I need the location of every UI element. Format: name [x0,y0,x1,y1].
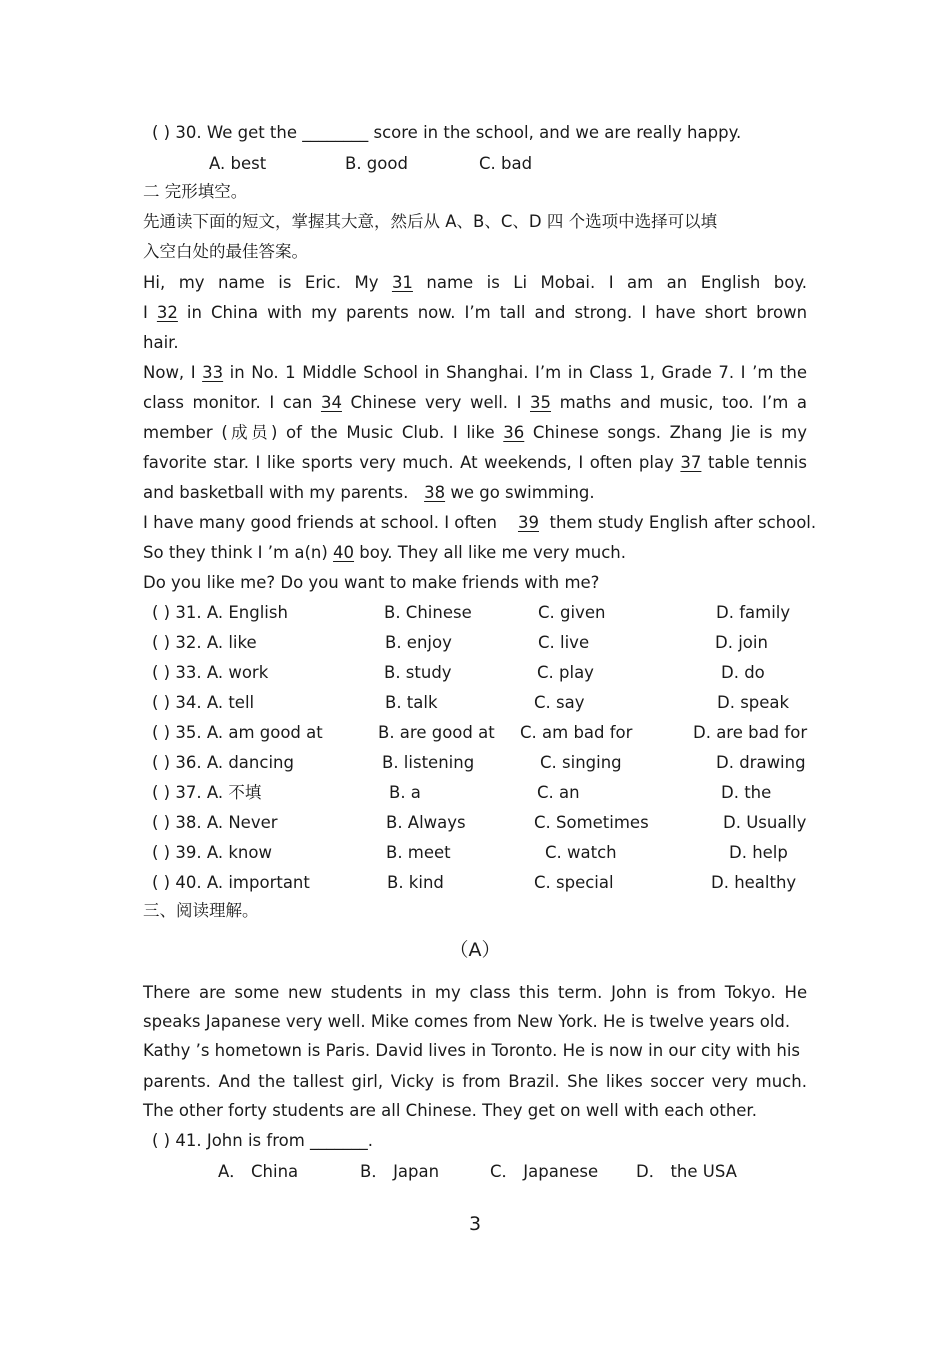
passage-line: and basketball with my parents. 38 we go swimming. [143,483,595,502]
passage-line: So they think I ’m a(n) 40 boy. They all like me very much. [143,543,627,562]
cloze-q31-c: C. given [538,603,606,622]
cloze-q36-d: D. drawing [716,753,806,772]
q30-stem: ( ) 30. We get the ________ score in the school, and we are really happy. [152,123,742,142]
cloze-q38-c: C. Sometimes [534,813,649,832]
cloze-q39-c: C. watch [545,843,617,862]
cloze-q37-b: B. a [389,783,421,802]
section3-heading: 三、阅读理解。 [143,901,259,920]
cloze-q32-c: C. live [538,633,590,652]
section2-instruction-2: 入空白处的最佳答案。 [143,242,308,261]
cloze-q39-a: ( ) 39. A. know [152,843,272,862]
cloze-q34-a: ( ) 34. A. tell [152,693,255,712]
cloze-q38-a: ( ) 38. A. Never [152,813,278,832]
cloze-q40-a: ( ) 40. A. important [152,873,310,892]
page-number: 3 [468,1213,482,1235]
blank-37: 37 [680,453,702,472]
q41-option-c: C． Japanese [490,1162,599,1181]
cloze-q36-a: ( ) 36. A. dancing [152,753,294,772]
passage-line: Hi, my name is Eric. My 31 name is Li Mobai. I am an English boy. [143,273,807,292]
cloze-q33-d: D. do [721,663,765,682]
cloze-q31-b: B. Chinese [384,603,472,622]
blank-35: 35 [530,393,552,412]
blank-39: 39 [517,513,539,532]
reading-line: The other forty students are all Chinese. They get on well with each other. [143,1101,757,1120]
reading-line: Kathy ’s hometown is Paris. David lives in Toronto. He is now in our city with his [143,1041,801,1060]
q30-option-a: A. best [209,154,267,173]
blank-33: 33 [202,363,224,382]
cloze-q35-a: ( ) 35. A. am good at [152,723,323,742]
cloze-q38-b: B. Always [386,813,466,832]
q41-option-a: A． China [218,1162,299,1181]
section2-heading: 二 完形填空。 [143,182,248,201]
cloze-q31-a: ( ) 31. A. English [152,603,288,622]
blank-32: 32 [156,303,178,322]
cloze-q39-b: B. meet [386,843,451,862]
passage-line: class monitor. I can 34 Chinese very well. I 35 maths and music, too. I’m a [143,393,808,412]
cloze-q34-c: C. say [534,693,585,712]
cloze-q35-d: D. are bad for [693,723,808,742]
blank-40: 40 [333,543,355,562]
cloze-q35-c: C. am bad for [520,723,633,742]
cloze-q37-a: ( ) 37. A. 不填 [152,783,262,802]
passage-line: hair. [143,333,179,352]
cloze-q40-d: D. healthy [711,873,797,892]
passage-line: favorite star. I like sports very much. At weekends, I often play 37 table tennis [143,453,807,472]
cloze-q35-b: B. are good at [378,723,495,742]
cloze-q32-d: D. join [715,633,768,652]
cloze-q32-b: B. enjoy [385,633,452,652]
cloze-q40-b: B. kind [387,873,444,892]
cloze-q34-d: D. speak [717,693,790,712]
cloze-q33-b: B. study [384,663,452,682]
reading-line: There are some new students in my class this term. John is from Tokyo. He [143,983,808,1002]
reading-line: speaks Japanese very well. Mike comes from New York. He is twelve years old. [143,1012,791,1031]
cloze-q39-d: D. help [729,843,788,862]
passage-line: Do you like me? Do you want to make friends with me? [143,573,600,592]
cloze-q38-d: D. Usually [723,813,807,832]
cloze-q31-d: D. family [716,603,791,622]
section2-instruction-1: 先通读下面的短文，掌握其大意，然后从 A、B、C、D 四 个选项中选择可以填 [143,212,718,231]
reading-part-label: （A） [449,939,501,961]
passage-line: I 32 in China with my parents now. I’m tall and strong. I have short brown [143,303,808,322]
passage-line: I have many good friends at school. I often 39 them study English after school. [143,513,817,532]
q30-option-b: B. good [345,154,408,173]
cloze-q37-d: D. the [721,783,772,802]
blank-38: 38 [424,483,446,502]
passage-line: Now, I 33 in No. 1 Middle School in Shanghai. I’m in Class 1, Grade 7. I ’m the [143,363,808,382]
cloze-q32-a: ( ) 32. A. like [152,633,257,652]
q41-option-b: B． Japan [360,1162,440,1181]
cloze-q36-b: B. listening [382,753,475,772]
cloze-q37-c: C. an [537,783,580,802]
q30-option-c: C. bad [479,154,533,173]
cloze-q33-a: ( ) 33. A. work [152,663,269,682]
blank-31: 31 [391,273,413,292]
cloze-q40-c: C. special [534,873,614,892]
cloze-q36-c: C. singing [540,753,622,772]
blank-36: 36 [503,423,525,442]
reading-line: parents. And the tallest girl, Vicky is from Brazil. She likes soccer very much. [143,1072,807,1091]
passage-line: member (成员) of the Music Club. I like 36 Chinese songs. Zhang Jie is my [143,423,807,442]
cloze-q34-b: B. talk [385,693,438,712]
cloze-q33-c: C. play [537,663,594,682]
blank-34: 34 [320,393,342,412]
q41-option-d: D． the USA [636,1162,737,1181]
q41-stem: ( ) 41. John is from _______. [152,1131,374,1150]
